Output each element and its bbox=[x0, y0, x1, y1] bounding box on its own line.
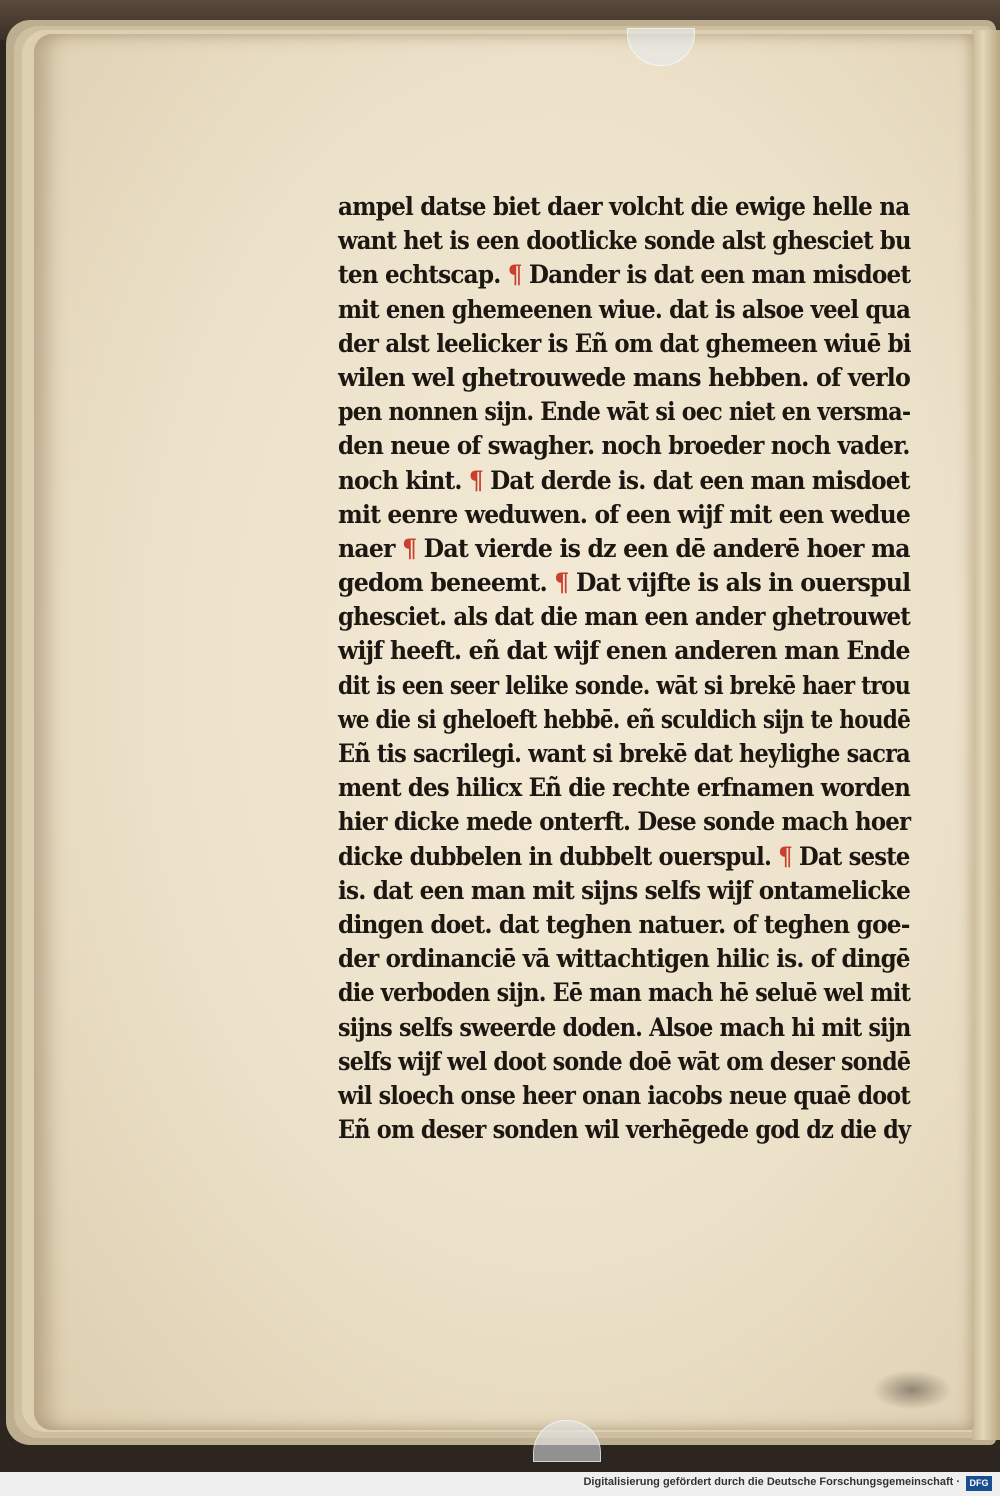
text-line bbox=[338, 600, 911, 634]
text-segment: die verboden sijn. Eē man mach hē seluē wel mit bbox=[338, 978, 911, 1009]
text-line bbox=[338, 874, 910, 908]
text-segment: dingen doet. dat teghen natuer. of teghen goe- bbox=[338, 909, 910, 940]
text-segment: ment des hilicx Eñ die rechte erfnamen worden bbox=[338, 773, 911, 804]
funding-credit: Digitalisierung gefördert durch die Deutsche Forschungsgemeinschaft · bbox=[583, 1476, 960, 1488]
rubric-mark: ¶ bbox=[554, 568, 569, 599]
text-segment: wilen wel ghetrouwede mans hebben. of verlo bbox=[338, 362, 910, 393]
text-segment: ampel datse biet daer volcht die ewige helle na bbox=[338, 192, 910, 222]
text-segment: ghesciet. als dat die man een ander ghetrouwet bbox=[338, 602, 911, 633]
text-line bbox=[338, 908, 910, 942]
text-line bbox=[338, 942, 910, 976]
text-segment: noch kint. bbox=[338, 465, 469, 496]
text-segment: Dander is dat een man misdoet bbox=[521, 260, 911, 291]
text-segment: gedom beneemt. bbox=[338, 568, 555, 599]
rubric-mark: ¶ bbox=[778, 841, 792, 872]
text-line bbox=[338, 258, 911, 292]
facing-page-edge bbox=[972, 30, 1000, 1440]
text-segment: dit is een seer lelike sonde. wāt si brekē haer trou bbox=[338, 670, 910, 701]
text-line bbox=[338, 840, 910, 874]
text-segment: want het is een dootlicke sonde alst ghesciet bu bbox=[338, 226, 911, 257]
text-line bbox=[338, 327, 911, 361]
text-segment: is. dat een man mit sijns selfs wijf ontamelicke bbox=[338, 875, 910, 906]
text-line bbox=[338, 805, 911, 839]
text-segment: pen nonnen sijn. Ende wāt si oec niet en versma- bbox=[338, 397, 911, 428]
text-segment: we die si gheloeft hebbē. eñ sculdich sijn te houdē bbox=[338, 704, 911, 735]
text-line bbox=[338, 1113, 911, 1147]
text-segment: selfs wijf wel doot sonde doē wāt om deser sondē bbox=[338, 1046, 911, 1077]
text-segment: mit eenre weduwen. of een wijf mit een wedue bbox=[338, 499, 910, 530]
text-line bbox=[338, 464, 910, 498]
text-line bbox=[338, 1079, 910, 1113]
text-line bbox=[338, 976, 911, 1010]
text-line bbox=[338, 224, 911, 258]
text-line bbox=[338, 532, 910, 566]
text-line bbox=[338, 566, 911, 600]
text-segment: der ordinanciē vā wittachtigen hilic is. of dingē bbox=[338, 944, 910, 975]
text-segment: der alst leelicker is Eñ om dat ghemeen wiuē bi bbox=[338, 328, 911, 359]
text-segment: wijf heeft. eñ dat wijf enen anderen man Ende bbox=[338, 636, 910, 667]
text-line bbox=[338, 429, 910, 463]
text-segment: Dat vijfte is als in ouerspul bbox=[568, 568, 911, 599]
text-segment: Dat seste bbox=[791, 841, 910, 872]
text-line bbox=[338, 1045, 911, 1079]
text-segment: Dat vierde is dz een dē anderē hoer ma bbox=[416, 533, 910, 564]
printed-text-block bbox=[338, 190, 910, 1147]
text-segment: hier dicke mede onterft. Dese sonde mach hoer bbox=[338, 807, 911, 838]
text-line bbox=[338, 293, 911, 327]
text-segment: den neue of swagher. noch broeder noch vader. bbox=[338, 431, 910, 462]
text-segment: naer bbox=[338, 533, 403, 564]
text-segment: dicke dubbelen in dubbelt ouerspul. bbox=[338, 841, 779, 872]
footer-bar bbox=[0, 1472, 1000, 1496]
rubric-mark: ¶ bbox=[402, 533, 417, 564]
text-segment: mit enen ghemeenen wiue. dat is alsoe veel qua bbox=[338, 294, 911, 325]
text-line bbox=[338, 395, 911, 429]
text-line bbox=[338, 669, 910, 703]
text-line bbox=[338, 190, 910, 224]
text-segment: Eñ om deser sonden wil verhēgede god dz die dy bbox=[338, 1115, 911, 1146]
dfg-logo: DFG bbox=[966, 1476, 992, 1491]
text-line bbox=[338, 1011, 911, 1045]
text-line bbox=[338, 361, 910, 395]
text-line bbox=[338, 703, 911, 737]
text-segment: wil sloech onse heer onan iacobs neue quaē doot bbox=[338, 1080, 910, 1111]
text-line bbox=[338, 498, 910, 532]
rubric-mark: ¶ bbox=[468, 465, 483, 496]
text-line bbox=[338, 737, 910, 771]
text-segment: Dat derde is. dat een man misdoet bbox=[482, 465, 910, 496]
text-segment: sijns selfs sweerde doden. Alsoe mach hi mit sijn bbox=[338, 1012, 911, 1043]
text-segment: ten echtscap. bbox=[338, 260, 508, 291]
text-line bbox=[338, 771, 911, 805]
text-segment: Eñ tis sacrilegi. want si brekē dat heylighe sacra bbox=[338, 739, 910, 769]
text-line bbox=[338, 634, 910, 668]
ink-stain bbox=[872, 1370, 952, 1410]
rubric-mark: ¶ bbox=[507, 260, 522, 291]
